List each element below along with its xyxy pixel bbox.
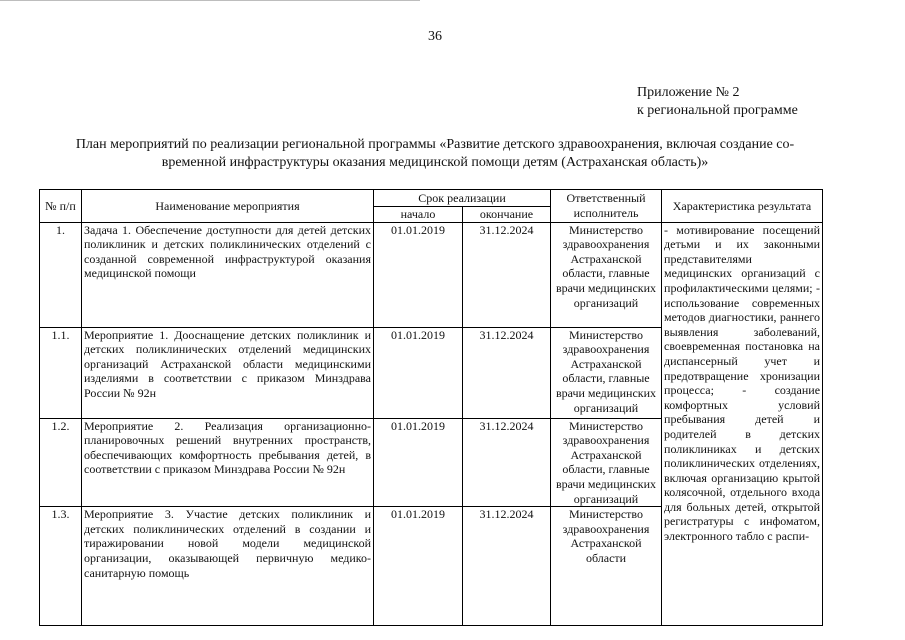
annex-subtitle: к региональной программе: [637, 103, 798, 118]
document-title-line-1: План мероприятий по реализации региональной программы «Развитие детского здравоохранения, включая создание со-: [75, 137, 795, 152]
page-number: 36: [428, 29, 442, 44]
header-start: начало: [374, 207, 463, 223]
row-number: 1.2.: [40, 418, 82, 507]
header-name: Наименование мероприятия: [82, 190, 374, 223]
header-num: № п/п: [40, 190, 82, 223]
row-number: 1.: [40, 222, 82, 327]
end-date: 31.12.2024: [463, 418, 551, 507]
end-date: 31.12.2024: [463, 222, 551, 327]
measure-name: Мероприятие 2. Реализация организационно-планировочных решений внутренних пространств, обеспечивающих комфортность пребывания детей, в соответствии с приказом Минздрава России № 92н: [82, 418, 374, 507]
result-characteristics: - мотивирование посещений детьми и их законными представителями медицинских организаций с профилактическими целями; - использование современных методов диагностики, раннего выявления заболеваний, своевременная постановка на диспансерный учет и предотвращение хронизации процесса; - создание комфортных условий пребывания детей и родителей в детских поликлиниках и детских поликлинических отделениях, включая организацию крытой колясочной, отдельного входа для больных детей, открытой регистратуры с инфоматом, электронного табло с распи-: [662, 222, 823, 626]
start-date: 01.01.2019: [374, 418, 463, 507]
table-row: [40, 222, 823, 327]
row-number: 1.1.: [40, 327, 82, 418]
plan-table: [39, 189, 823, 626]
measure-name: Мероприятие 3. Участие детских поликлиник и детских поликлинических отделений в создании и тиражировании новой модели медицинской организации, оказывающей первичную медико-санитарную помощь: [82, 507, 374, 626]
annex-title: Приложение № 2: [637, 85, 740, 100]
scan-top-line: [0, 0, 420, 1]
document-title: [40, 136, 830, 172]
header-end: окончание: [463, 207, 551, 223]
annex-block: [637, 84, 798, 120]
header-executor: Ответственный исполнитель: [551, 190, 662, 223]
row-number: 1.3.: [40, 507, 82, 626]
responsible-executor: Министерство здравоохранения Астраханской области, главные врачи медицинских организаций: [551, 327, 662, 418]
end-date: 31.12.2024: [463, 507, 551, 626]
measure-name: Задача 1. Обеспечение доступности для детей детских поликлиник и детских поликлинических отделений с созданной современной инфраструктурой оказания медицинской помощи: [82, 222, 374, 327]
start-date: 01.01.2019: [374, 222, 463, 327]
header-result: Характеристика результата: [662, 190, 823, 223]
header-period: Срок реализации: [374, 190, 551, 207]
start-date: 01.01.2019: [374, 507, 463, 626]
start-date: 01.01.2019: [374, 327, 463, 418]
responsible-executor: Министерство здравоохранения Астраханской области, главные врачи медицинских организаций: [551, 222, 662, 327]
responsible-executor: Министерство здравоохранения Астраханской области, главные врачи медицинских организаций: [551, 418, 662, 507]
measure-name: Мероприятие 1. Дооснащение детских поликлиник и детских поликлинических отделений медицинских организаций Астраханской области медицинскими изделиями в соответствии с приказом Минздрава России № 92н: [82, 327, 374, 418]
responsible-executor: Министерство здравоохранения Астраханской области: [551, 507, 662, 626]
end-date: 31.12.2024: [463, 327, 551, 418]
document-title-line-2: временной инфраструктуры оказания медицинской помощи детям (Астраханская область)»: [161, 155, 709, 170]
